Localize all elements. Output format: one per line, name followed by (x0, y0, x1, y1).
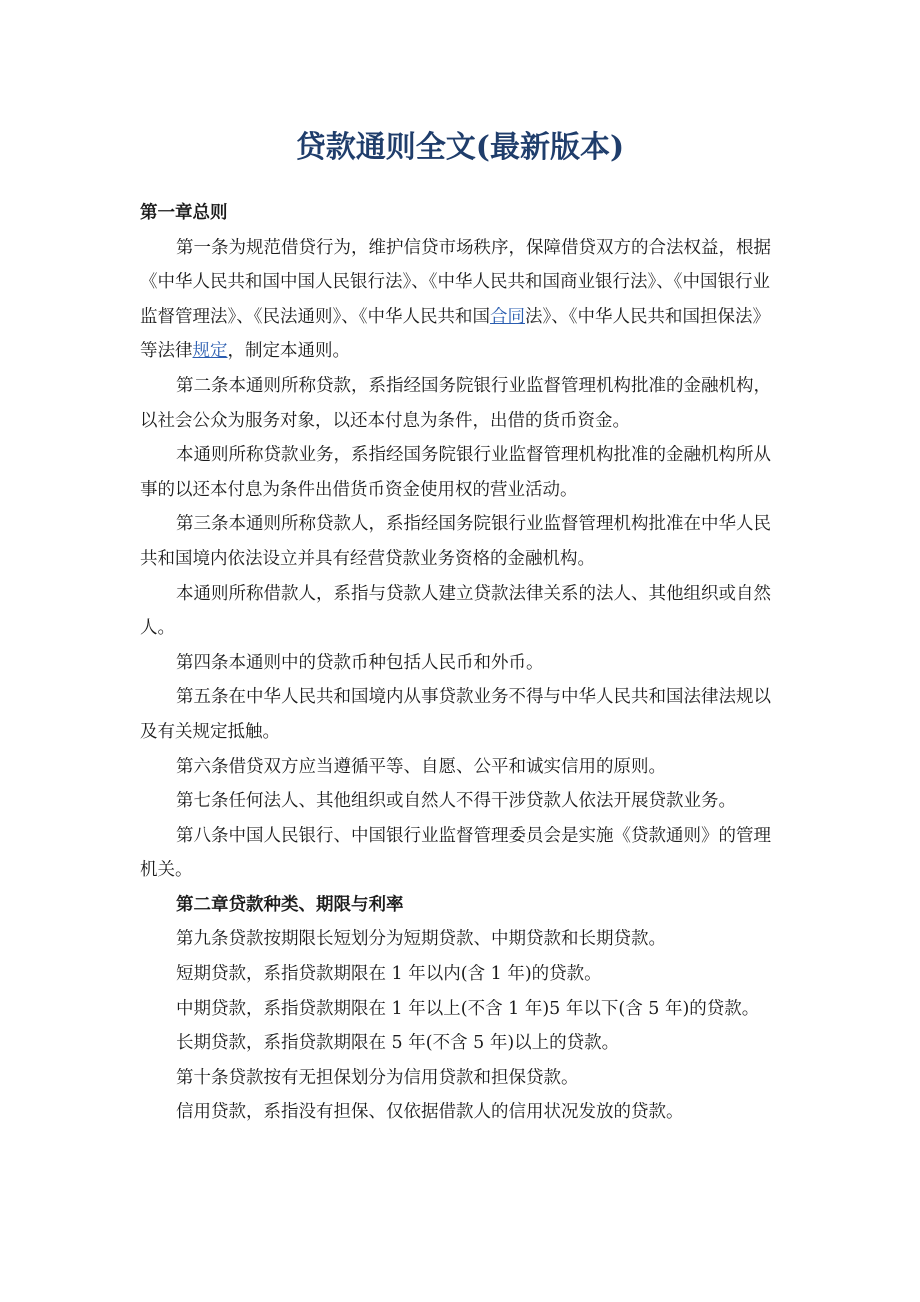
article-paragraph: 信用贷款，系指没有担保、仅依据借款人的信用状况发放的贷款。 (176, 1102, 684, 1123)
article-text: ，制定本通则。 (227, 341, 350, 362)
article-text: 法》、《中华人民共和国担保法》等法律 (140, 306, 770, 362)
document-title: 贷款通则全文(最新版本) (295, 130, 625, 165)
article-paragraph: 本通则所称借款人，系指与贷款人建立贷款法律关系的法人、其他组织或自然人。 (140, 583, 771, 639)
article-paragraph (140, 231, 785, 369)
article-paragraph: 第七条任何法人、其他组织或自然人不得干涉贷款人依法开展贷款业务。 (176, 791, 736, 812)
article-paragraph: 第三条本通则所称贷款人，系指经国务院银行业监督管理机构批准在中华人民共和国境内依法设立并具有经营贷款业务资格的金融机构。 (140, 514, 771, 569)
article-text: 第一条为规范借贷行为，维护信贷市场秩序，保障借贷双方的合法权益，根据《中华人民共和国中国人民银行法》、《中华人民共和国商业银行法》、《中国银行业监督管理法》、《民法通则》、《中华人民共和国 (140, 237, 771, 327)
contract-law-link[interactable]: 合同 (490, 306, 525, 327)
article-paragraph: 第九条贷款按期限长短划分为短期贷款、中期贷款和长期贷款。 (176, 929, 666, 950)
article-paragraph: 第五条在中华人民共和国境内从事贷款业务不得与中华人民共和国法律法规以及有关规定抵触。 (140, 687, 771, 742)
article-paragraph: 第十条贷款按有无担保划分为信用贷款和担保贷款。 (176, 1067, 579, 1088)
article-paragraph: 短期贷款，系指贷款期限在 1 年以内(含 1 年)的贷款。 (176, 964, 602, 985)
article-paragraph: 第八条中国人民银行、中国银行业监督管理委员会是实施《贷款通则》的管理机关。 (140, 825, 771, 881)
article-paragraph: 长期贷款，系指贷款期限在 5 年(不含 5 年)以上的贷款。 (176, 1033, 620, 1054)
document-body (140, 196, 785, 1130)
article-paragraph: 本通则所称贷款业务，系指经国务院银行业监督管理机构批准的金融机构所从事的以还本付息为条件出借货币资金使用权的营业活动。 (140, 445, 771, 500)
article-paragraph: 第四条本通则中的贷款币种包括人民币和外币。 (176, 652, 544, 673)
regulation-link[interactable]: 规定 (192, 341, 228, 362)
chapter-heading: 第二章贷款种类、期限与利率 (176, 894, 404, 915)
article-paragraph: 第六条借贷双方应当遵循平等、自愿、公平和诚实信用的原则。 (176, 756, 666, 777)
article-paragraph: 第二条本通则所称贷款，系指经国务院银行业监督管理机构批准的金融机构，以社会公众为服务对象，以还本付息为条件，出借的货币资金。 (140, 375, 771, 431)
chapter-heading: 第一章总则 (140, 203, 228, 223)
article-paragraph: 中期贷款，系指贷款期限在 1 年以上(不含 1 年)5 年以下(含 5 年)的贷款。 (176, 998, 760, 1019)
